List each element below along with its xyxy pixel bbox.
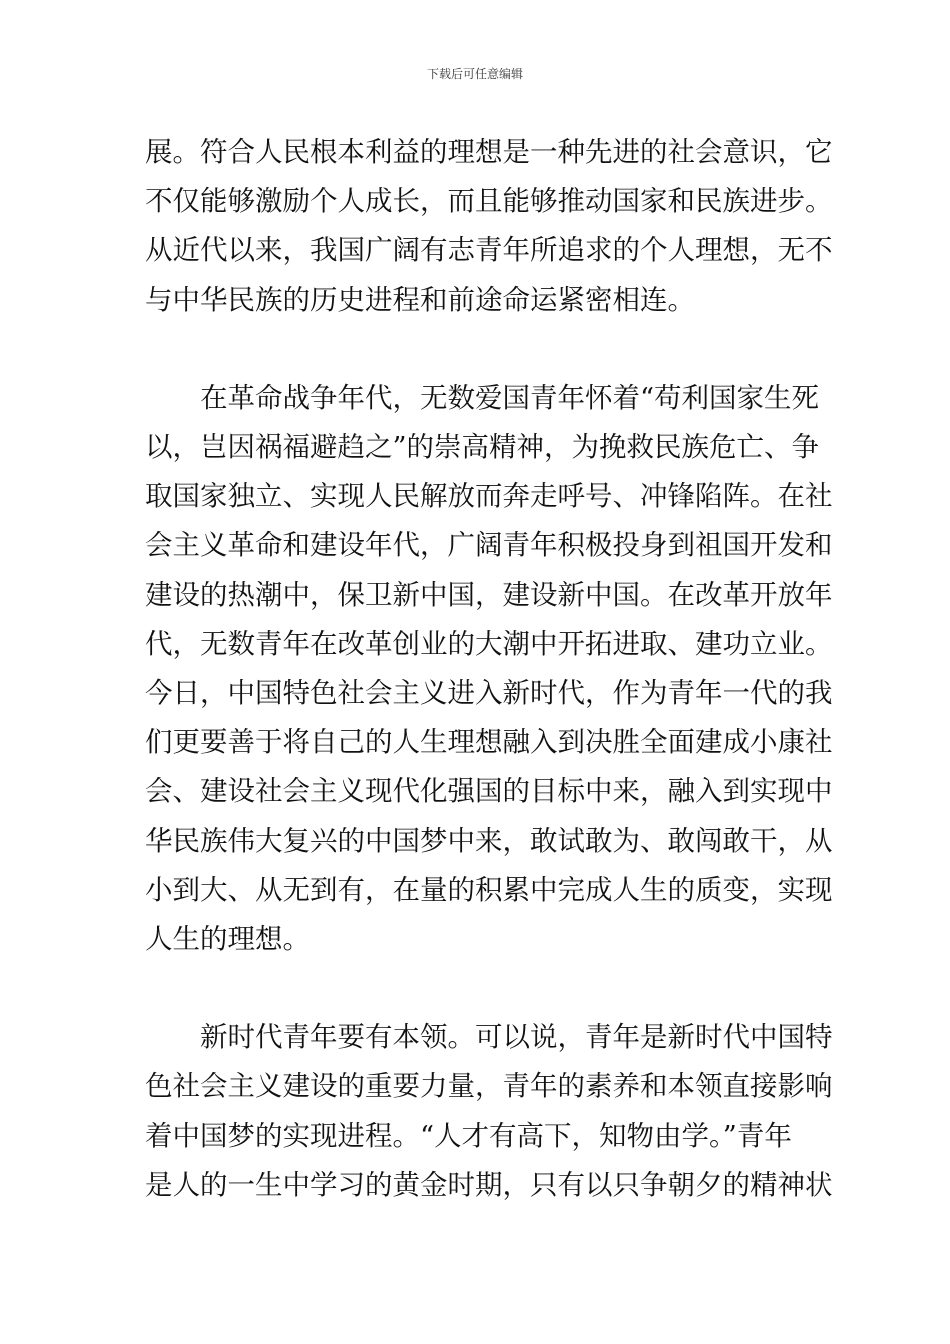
text-line: 取国家独立、实现人民解放而奔走呼号、冲锋陷阵。在社 [145, 480, 833, 513]
text-line: 与中华民族的历史进程和前途命运紧密相连。 [145, 283, 695, 316]
text-line: 人生的理想。 [145, 923, 310, 956]
paragraph-3 [145, 1013, 833, 1210]
text-line: 着中国梦的实现进程。“人才有高下，知物由学。”青年 [145, 1119, 792, 1152]
text-line: 色社会主义建设的重要力量，青年的素养和本领直接影响 [145, 1070, 833, 1103]
paragraph-2 [145, 374, 833, 964]
text-line: 新时代青年要有本领。可以说，青年是新时代中国特 [200, 1021, 833, 1054]
text-line: 代，无数青年在改革创业的大潮中开拓进取、建功立业。 [145, 627, 833, 660]
text-line: 以，岂因祸福避趋之”的崇高精神，为挽救民族危亡、争 [145, 431, 820, 464]
paragraph-spacer [145, 325, 807, 374]
document-body [145, 128, 833, 1210]
text-line: 今日，中国特色社会主义进入新时代，作为青年一代的我 [145, 677, 833, 710]
text-line: 们更要善于将自己的人生理想融入到决胜全面建成小康社 [145, 726, 833, 759]
text-line: 会主义革命和建设年代，广阔青年积极投身到祖国开发和 [145, 529, 833, 562]
text-line: 在革命战争年代，无数爱国青年怀着“苟利国家生死 [200, 381, 820, 414]
text-line: 展。符合人民根本利益的理想是一种先进的社会意识，它 [145, 136, 833, 168]
text-line: 会、建设社会主义现代化强国的目标中来，融入到实现中 [145, 775, 833, 808]
paragraph-1 [145, 128, 833, 325]
text-line: 华民族伟大复兴的中国梦中来，敢试敢为、敢闯敢干，从 [145, 824, 833, 857]
text-line: 是人的一生中学习的黄金时期，只有以只争朝夕的精神状 [145, 1168, 833, 1201]
page-header: 下载后可任意编辑 [426, 67, 523, 81]
text-line: 小到大、从无到有，在量的积累中完成人生的质变，实现 [145, 873, 833, 906]
text-line: 建设的热潮中，保卫新中国，建设新中国。在改革开放年 [145, 578, 833, 611]
paragraph-spacer [145, 964, 807, 1013]
text-line: 不仅能够激励个人成长，而且能够推动国家和民族进步。 [145, 185, 833, 218]
text-line: 从近代以来，我国广阔有志青年所追求的个人理想，无不 [145, 234, 833, 267]
